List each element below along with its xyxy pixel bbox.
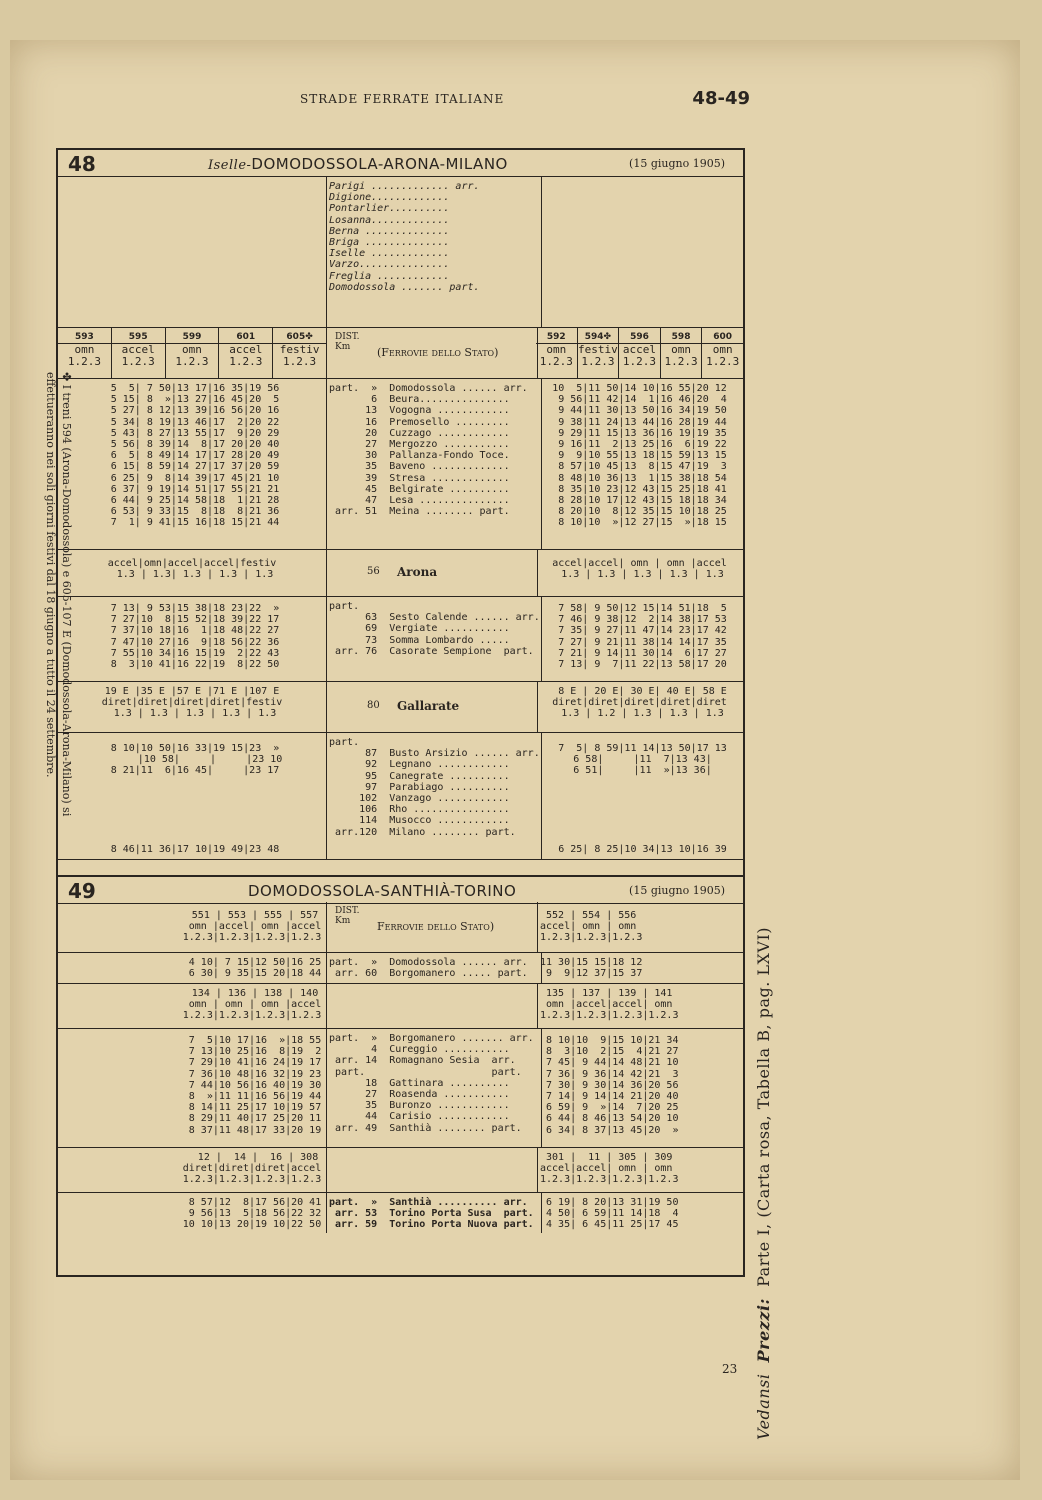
train-header: 592 omn 1.2.3 <box>536 328 578 378</box>
train-header: 600 omn 1.2.3 <box>702 328 743 378</box>
station-list: part. » Santhià .......... arr. arr. 53 Torino Porta Susa part. arr. 59 Torino Porta Nuova part. <box>326 1193 542 1233</box>
table-49-number: 49 <box>68 879 96 903</box>
gallarate-left-classes: 19 E |35 E |57 E |71 E |107 E diret|diret|diret|diret|festiv 1.3 | 1.3 | 1.3 | 1.3 | 1.3 <box>101 686 283 720</box>
arona-station: 56 Arona <box>326 550 538 596</box>
left-times: 4 10| 7 15|12 50|16 25 6 30| 9 35|15 20|18 44 <box>188 957 322 980</box>
right-train-headers: 135 | 137 | 139 | 141 omn |accel|accel| omn 1.2.3|1.2.3|1.2.3|1.2.3 <box>540 988 679 1022</box>
intl-station-list: Parigi ............. arr. Digione............. Pontarlier.......... Losanna............. Berna .............. Briga .............. Iselle ............. Varzo............... Freglia ............ Domodossola ....... part. <box>326 177 542 327</box>
train-header: 595 accel 1.2.3 <box>112 328 166 378</box>
intl-right-empty <box>536 177 743 327</box>
table-48-title: Iselle-DOMODOSSOLA-ARONA-MILANO <box>208 155 508 173</box>
left-train-headers: 551 | 553 | 555 | 557 omn |accel| omn |accel 1.2.3|1.2.3|1.2.3|1.2.3 <box>182 910 322 944</box>
side-footnote: ✤ I treni 594 (Arona-Domodossola) e 605-107 E (Domodossola-Arona-Milano) si effettueranno nei soli giorni festivi dal 18 giugno a tutto il 24 settembre. <box>44 372 73 817</box>
table-48-date: (15 giugno 1905) <box>629 157 725 170</box>
section-borgomanero-santhia <box>58 1029 743 1148</box>
left-times: 7 5|10 17|16 »|18 55 7 13|10 25|16 8|19 2 7 29|10 41|16 24|19 17 7 36|10 48|16 32|19 23 7 44|10 56|16 40|19 30 8 »|11 11|16 56|19 44 8 14|11 25|17 10|19 57 8 29|11 40|17 25|20 11 8 37|11 48|17 33|20 19 <box>188 1035 322 1136</box>
gallarate-station: 80 Gallarate <box>326 682 538 732</box>
train-header: 593 omn 1.2.3 <box>58 328 112 378</box>
table-49-header <box>58 902 743 953</box>
left-times: 8 10|10 50|16 33|19 15|23 » |10 58| | |23 10 8 21|11 6|16 45| |23 17 8 46|11 36|17 10|19 49|23 48 <box>110 743 283 855</box>
empty <box>326 1148 538 1192</box>
table-48-title-row <box>58 150 743 177</box>
station-list: part. 87 Busto Arsizio ...... arr. 92 Legnano ............ 95 Canegrate .......... 97 Parabiago .......... 102 Vanzago ............ 106 Rho ................ 114 Musocco ............ arr.120 Milano ........ part. <box>326 733 542 859</box>
right-train-headers: 552 | 554 | 556 accel| omn | omn 1.2.3|1.2.3|1.2.3 <box>540 910 643 944</box>
section-domodossola-borgomanero <box>58 953 743 984</box>
station-list: part. 63 Sesto Calende ...... arr. 69 Vergiate ........... 73 Somma Lombardo ..... arr. 76 Casorate Sempione part. <box>326 597 542 681</box>
side-banner: Vedansi Prezzi: Parte I, (Carta rosa, Tabella B, pag. LXVI) <box>754 926 773 1440</box>
right-train-headers <box>536 328 743 378</box>
section-gallarate <box>58 682 743 733</box>
left-times: 7 13| 9 53|15 38|18 23|22 » 7 27|10 8|15 52|18 39|22 17 7 37|10 18|16 1|18 48|22 27 7 47|10 27|16 9|18 56|22 36 7 55|10 34|16 15|19 2|22 43 8 3|10 41|16 22|19 8|22 50 <box>110 603 280 671</box>
running-header <box>60 88 750 112</box>
left-train-headers <box>58 328 326 378</box>
table-48-company-header <box>326 328 538 378</box>
intl-left-empty <box>58 177 326 327</box>
table-49-title-row <box>58 875 743 904</box>
left-times: 8 57|12 8|17 56|20 41 9 56|13 5|18 56|22 32 10 10|13 20|19 10|22 50 <box>182 1197 322 1231</box>
table-49-title: DOMODOSSOLA-SANTHIÀ-TORINO <box>248 882 517 900</box>
header-page-numbers: 48-49 <box>692 88 750 109</box>
right-times: 7 58| 9 50|12 15|14 51|18 5 7 46| 9 38|12 2|14 38|17 53 7 35| 9 27|11 47|14 23|17 42 7 27| 9 21|11 38|14 14|17 35 7 21| 9 14|11 30|14 6|17 27 7 13| 9 7|11 22|13 58|17 20 <box>558 603 727 671</box>
right-times: 6 19| 8 20|13 31|19 50 4 50| 6 59|11 14|18 4 4 35| 6 45|11 25|17 45 <box>546 1197 679 1231</box>
section-busto-milano <box>58 733 743 860</box>
section-domodossola-meina <box>58 379 743 550</box>
company-label: (Ferrovie dello Stato) <box>377 346 499 359</box>
left-train-headers: 134 | 136 | 138 | 140 omn | omn | omn |accel 1.2.3|1.2.3|1.2.3|1.2.3 <box>182 988 322 1022</box>
timetable-frame <box>56 148 745 1277</box>
gallarate-right-classes: 8 E | 20 E| 30 E| 40 E| 58 E diret|diret|diret|diret|diret 1.3 | 1.2 | 1.3 | 1.3 | 1.3 <box>552 686 727 720</box>
right-times: 8 10|10 9|15 10|21 34 8 3|10 2|15 4|21 27 7 45| 9 44|14 48|21 10 7 36| 9 36|14 42|21 3 7 30| 9 30|14 36|20 56 7 14| 9 14|14 21|20 40 6 59| 9 »|14 7|20 25 6 44| 8 46|13 54|20 10 6 34| 8 37|13 45|20 » <box>546 1035 679 1136</box>
table-48-number: 48 <box>68 152 96 176</box>
left-train-headers: 12 | 14 | 16 | 308 diret|diret|diret|accel 1.2.3|1.2.3|1.2.3|1.2.3 <box>182 1152 322 1186</box>
section-sesto-casorate <box>58 597 743 682</box>
train-header: 605✤ festiv 1.2.3 <box>273 328 326 378</box>
section-49-header-3 <box>58 1148 743 1193</box>
empty <box>326 984 538 1028</box>
right-times: 7 5| 8 59|11 14|13 50|17 13 6 58| |11 7|13 43| 6 51| |11 »|13 36| 6 25| 8 25|10 34|13 10|16 39 <box>558 743 727 855</box>
train-header: 599 omn 1.2.3 <box>166 328 220 378</box>
train-header: 596 accel 1.2.3 <box>619 328 661 378</box>
intl-connections <box>58 177 743 328</box>
header-title: STRADE FERRATE ITALIANE <box>300 92 505 106</box>
station-list: part. » Domodossola ...... arr. 6 Beura............... 13 Vogogna ............ 16 Premosello ......... 20 Cuzzago ............ 27 Mergozzo ........... 30 Pallanza-Fondo Toce. 35 Baveno ............. 39 Stresa ............. 45 Belgirate .......... 47 Lesa ............... arr. 51 Meina ........ part. <box>326 379 542 549</box>
left-times: 5 5| 7 50|13 17|16 35|19 56 5 15| 8 »|13 27|16 45|20 5 5 27| 8 12|13 39|16 56|20 16 5 34| 8 19|13 46|17 2|20 22 5 43| 8 27|13 55|17 9|20 29 5 56| 8 39|14 8|17 20|20 40 6 5| 8 49|14 17|17 28|20 49 6 15| 8 59|14 27|17 37|20 59 6 25| 9 8|14 39|17 45|21 10 6 37| 9 19|14 51|17 55|21 21 6 44| 9 25|14 58|18 1|21 28 6 53| 9 33|15 8|18 8|21 36 7 1| 9 41|15 16|18 15|21 44 <box>110 383 280 529</box>
arona-right-classes: accel|accel| omn | omn |accel 1.3 | 1.3 | 1.3 | 1.3 | 1.3 <box>552 558 727 581</box>
right-train-headers: 301 | 11 | 305 | 309 accel|accel| omn | omn 1.2.3|1.2.3|1.2.3|1.2.3 <box>540 1152 679 1186</box>
right-times: 11 30|15 15|18 12 9 9|12 37|15 37 <box>540 957 643 980</box>
station-list: part. » Domodossola ...... arr. arr. 60 Borgomanero ..... part. <box>326 953 542 983</box>
section-santhia-torino <box>58 1193 743 1233</box>
arona-left-classes: accel|omn|accel|accel|festiv 1.3 | 1.3| 1.3 | 1.3 | 1.3 <box>107 558 277 581</box>
table-48-header <box>58 328 743 379</box>
train-header: 601 accel 1.2.3 <box>219 328 273 378</box>
section-arona <box>58 550 743 597</box>
table-49-date: (15 giugno 1905) <box>629 884 725 897</box>
station-list: part. » Borgomanero ....... arr. 4 Cureggio ........... arr. 14 Romagnano Sesia arr. part. part. 18 Gattinara .......... 27 Roasenda ........... 35 Buronzo ............ 44 Carisio ............ arr. 49 Santhià ........ part. <box>326 1029 542 1147</box>
right-times: 10 5|11 50|14 10|16 55|20 12 9 56|11 42|14 1|16 46|20 4 9 44|11 30|13 50|16 34|19 50 9 38|11 24|13 44|16 28|19 44 9 29|11 15|13 36|16 19|19 35 9 16|11 2|13 25|16 6|19 22 9 9|10 55|13 18|15 59|13 15 8 57|10 45|13 8|15 47|19 3 8 48|10 36|13 1|15 38|18 54 8 35|10 23|12 43|15 25|18 41 8 28|10 17|12 43|15 18|18 34 8 20|10 8|12 35|15 10|18 25 8 10|10 »|12 27|15 »|18 15 <box>552 383 727 529</box>
train-header: 594✤ festiv 1.2.3 <box>578 328 620 378</box>
page-number: 23 <box>722 1362 738 1376</box>
dist-label: DIST. Km <box>335 332 360 352</box>
table-49-company-header: DIST. Km Ferrovie dello Stato) <box>326 902 538 952</box>
train-header: 598 omn 1.2.3 <box>661 328 703 378</box>
section-49-header-2 <box>58 984 743 1029</box>
